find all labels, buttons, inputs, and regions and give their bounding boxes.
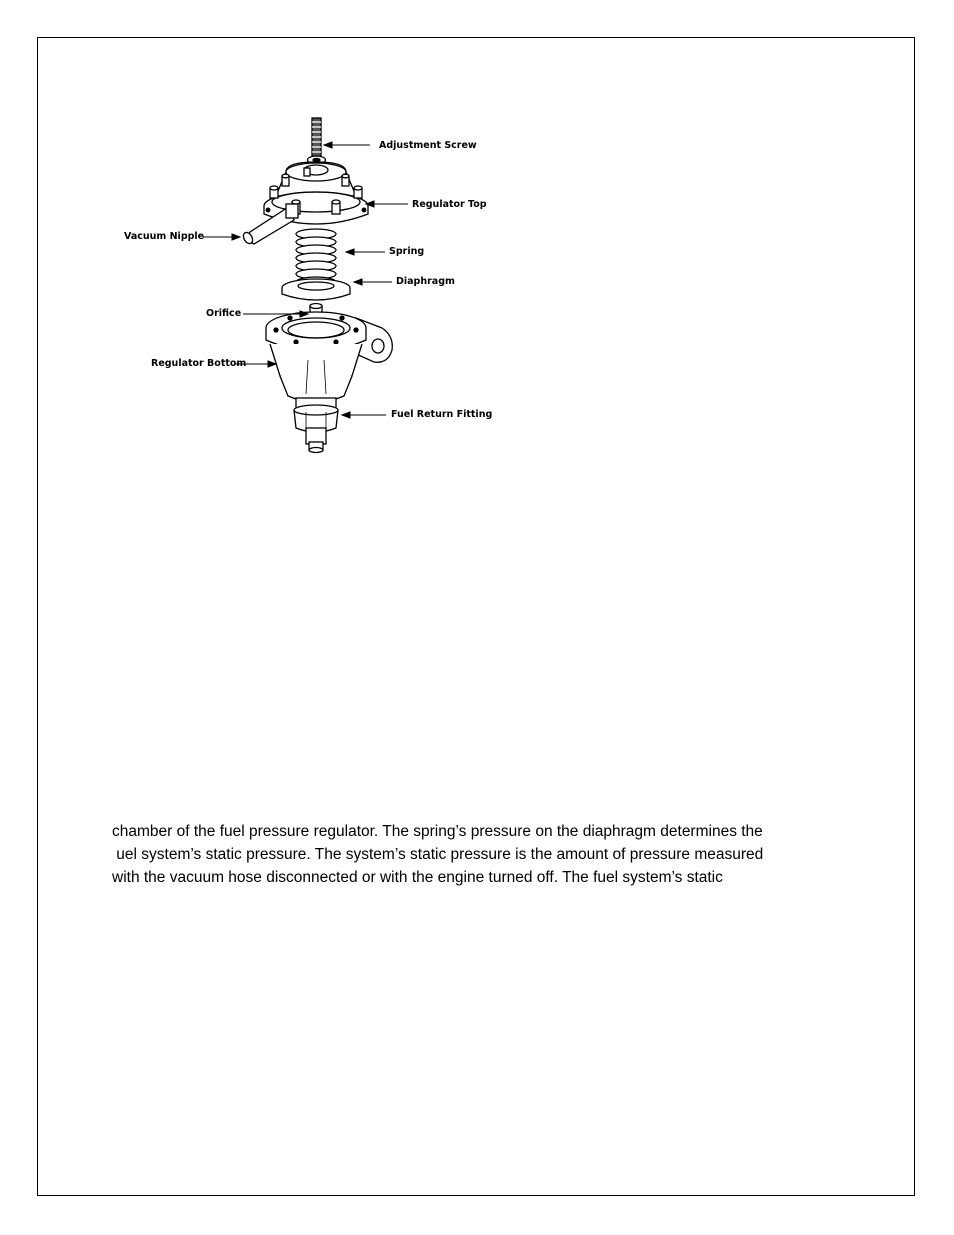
label-diaphragm: Diaphragm xyxy=(396,276,455,287)
adjustment-screw-part xyxy=(308,118,326,164)
label-regulator-top: Regulator Top xyxy=(412,199,487,210)
diaphragm-part xyxy=(282,279,350,300)
regulator-exploded-diagram xyxy=(110,110,493,460)
label-adjustment-screw: Adjustment Screw xyxy=(379,140,477,151)
body-paragraph xyxy=(112,820,852,889)
label-vacuum-nipple: Vacuum Nipple xyxy=(124,231,205,242)
label-orifice: Orifice xyxy=(206,308,242,319)
body-line: uel system’s static pressure. The system’s static pressure is the amount of pressure measured xyxy=(112,846,764,863)
label-regulator-bottom: Regulator Bottom xyxy=(151,358,247,369)
body-line: chamber of the fuel pressure regulator. The spring’s pressure on the diaphragm determines the xyxy=(112,823,763,840)
regulator-bottom-part xyxy=(266,312,392,402)
body-line: with the vacuum hose disconnected or with the engine turned off. The fuel system’s static xyxy=(112,869,723,886)
label-fuel-return-fitting: Fuel Return Fitting xyxy=(391,409,493,420)
spring-part xyxy=(296,228,336,287)
fuel-return-fitting-part xyxy=(294,398,338,453)
label-spring: Spring xyxy=(389,246,425,257)
